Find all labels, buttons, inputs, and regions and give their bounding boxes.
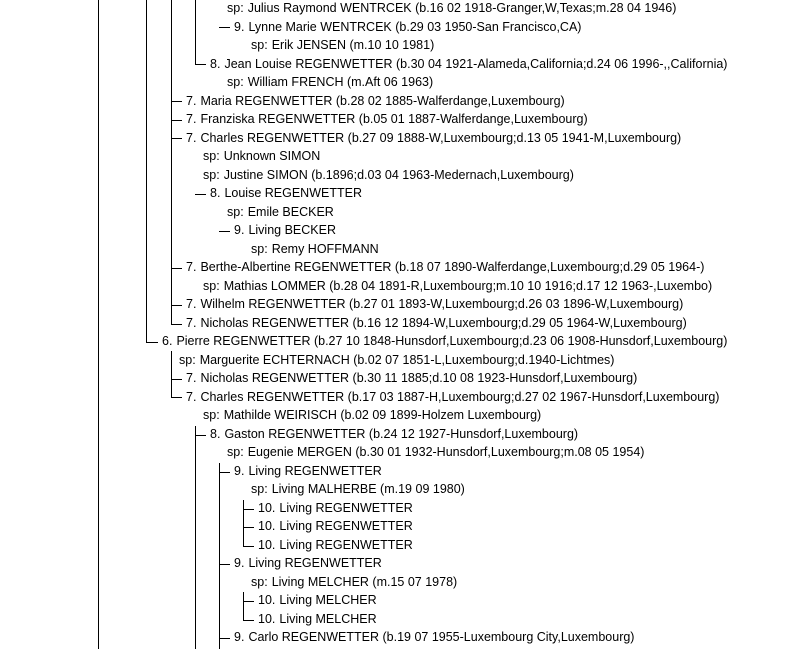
spouse-entry xyxy=(227,1,676,16)
tree-connector-horizontal xyxy=(219,638,230,639)
tree-connector-horizontal xyxy=(171,120,182,121)
descendant-entry xyxy=(186,316,687,331)
entry-text: Living REGENWETTER xyxy=(248,463,382,478)
entry-prefix: 10. xyxy=(258,500,276,515)
entry-prefix: 8. xyxy=(210,186,221,200)
descendant-entry xyxy=(186,112,588,127)
tree-connector-horizontal xyxy=(219,472,230,473)
tree-connector-horizontal xyxy=(243,527,254,528)
descendant-entry xyxy=(258,501,413,516)
entry-prefix: 10. xyxy=(258,611,276,626)
entry-text: Living MALHERBE (m.19 09 1980) xyxy=(271,482,465,496)
entry-text: Nicholas REGENWETTER (b.30 11 1885;d.10 08 1923-Hunsdorf,Luxembourg) xyxy=(200,371,638,385)
entry-prefix: 7. xyxy=(186,130,197,145)
tree-connector-horizontal xyxy=(219,564,230,565)
tree-connector-horizontal xyxy=(219,231,230,232)
entry-text: Living MELCHER (m.15 07 1978) xyxy=(271,574,458,589)
tree-connector-horizontal xyxy=(171,324,182,325)
tree-connector-vertical xyxy=(171,351,172,397)
entry-text: Mathilde WEIRISCH (b.02 09 1899-Holzem Luxembourg) xyxy=(223,408,542,422)
entry-prefix: 7. xyxy=(186,260,197,274)
entry-prefix: sp: xyxy=(251,482,268,496)
entry-text: Mathias LOMMER (b.28 04 1891-R,Luxembourg;m.10 10 1916;d.17 12 1963-,Luxembo) xyxy=(223,278,713,293)
tree-connector-horizontal xyxy=(171,379,182,380)
entry-prefix: 7. xyxy=(186,112,197,126)
entry-prefix: sp: xyxy=(203,408,220,422)
entry-text: Living REGENWETTER xyxy=(279,537,413,552)
entry-text: Wilhelm REGENWETTER (b.27 01 1893-W,Luxembourg;d.26 03 1896-W,Luxembourg) xyxy=(200,297,684,311)
descendant-entry xyxy=(234,464,382,479)
entry-prefix: 9. xyxy=(234,556,245,570)
entry-prefix: 7. xyxy=(186,297,197,311)
entry-prefix: sp: xyxy=(227,1,244,15)
entry-prefix: sp: xyxy=(251,241,268,256)
tree-connector-vertical xyxy=(98,0,99,649)
entry-text: Julius Raymond WENTRCEK (b.16 02 1918-Granger,W,Texas;m.28 04 1946) xyxy=(247,1,677,15)
spouse-entry xyxy=(203,408,541,423)
spouse-entry xyxy=(227,205,334,220)
entry-prefix: sp: xyxy=(203,149,220,163)
entry-text: Living REGENWETTER xyxy=(279,519,413,533)
descendant-entry xyxy=(258,538,413,553)
tree-connector-vertical xyxy=(219,463,220,649)
entry-text: Living BECKER xyxy=(248,223,336,237)
entry-prefix: 9. xyxy=(234,223,245,237)
entry-prefix: sp: xyxy=(227,75,244,89)
descendant-entry xyxy=(234,630,634,645)
entry-prefix: 9. xyxy=(234,630,245,644)
tree-connector-horizontal xyxy=(146,342,158,343)
tree-connector-horizontal xyxy=(243,509,254,510)
entry-text: Eugenie MERGEN (b.30 01 1932-Hunsdorf,Luxembourg;m.08 05 1954) xyxy=(247,445,645,459)
descendant-entry xyxy=(210,427,578,442)
entry-prefix: sp: xyxy=(203,167,220,182)
spouse-entry xyxy=(203,149,320,164)
entry-prefix: 8. xyxy=(210,56,221,71)
entry-text: Lynne Marie WENTRCEK (b.29 03 1950-San Francisco,CA) xyxy=(248,19,582,34)
entry-prefix: 8. xyxy=(210,426,221,441)
descendant-entry xyxy=(234,556,382,571)
entry-prefix: sp: xyxy=(179,352,196,367)
spouse-entry xyxy=(251,38,434,53)
descendant-entry xyxy=(186,390,719,405)
entry-prefix: 7. xyxy=(186,371,197,385)
descendant-entry xyxy=(258,593,377,608)
entry-text: Charles REGENWETTER (b.27 09 1888-W,Luxembourg;d.13 05 1941-M,Luxembourg) xyxy=(200,130,682,145)
spouse-entry xyxy=(251,482,465,497)
entry-text: Remy HOFFMANN xyxy=(271,241,379,256)
descendant-entry xyxy=(186,131,681,146)
spouse-entry xyxy=(179,353,614,368)
tree-connector-vertical xyxy=(195,0,196,64)
tree-connector-horizontal xyxy=(171,101,182,102)
spouse-entry xyxy=(227,75,433,90)
tree-connector-horizontal xyxy=(243,546,254,547)
tree-connector-vertical xyxy=(243,592,244,620)
entry-text: William FRENCH (m.Aft 06 1963) xyxy=(247,75,434,89)
tree-connector-horizontal xyxy=(171,268,182,269)
descendant-entry xyxy=(210,57,727,72)
entry-text: Carlo REGENWETTER (b.19 07 1955-Luxembourg City,Luxembourg) xyxy=(248,630,635,644)
tree-connector-vertical xyxy=(171,0,172,324)
entry-text: Unknown SIMON xyxy=(223,149,321,163)
entry-text: Living MELCHER xyxy=(279,593,377,607)
entry-text: Living REGENWETTER xyxy=(279,500,413,515)
entry-prefix: 6. xyxy=(162,334,173,348)
entry-text: Maria REGENWETTER (b.28 02 1885-Walferdange,Luxembourg) xyxy=(200,93,565,108)
entry-text: Berthe-Albertine REGENWETTER (b.18 07 1890-Walferdange,Luxembourg;d.29 05 1964-) xyxy=(200,260,705,274)
entry-prefix: sp: xyxy=(251,574,268,589)
descendant-entry xyxy=(186,94,565,109)
descendant-entry xyxy=(186,371,637,386)
tree-connector-horizontal xyxy=(195,64,206,65)
descendant-entry xyxy=(162,334,727,349)
entry-text: Justine SIMON (b.1896;d.03 04 1963-Medernach,Luxembourg) xyxy=(223,167,574,182)
tree-connector-horizontal xyxy=(171,138,182,139)
tree-connector-vertical xyxy=(146,0,147,342)
entry-text: Jean Louise REGENWETTER (b.30 04 1921-Alameda,California;d.24 06 1996-,,California) xyxy=(224,56,728,71)
entry-text: Erik JENSEN (m.10 10 1981) xyxy=(271,38,435,52)
entry-prefix: 7. xyxy=(186,315,197,330)
entry-prefix: 7. xyxy=(186,389,197,404)
entry-text: Emile BECKER xyxy=(247,204,334,219)
descendant-entry xyxy=(210,186,362,201)
descendant-entry xyxy=(186,297,683,312)
spouse-entry xyxy=(203,168,574,183)
entry-prefix: sp: xyxy=(227,445,244,459)
entry-prefix: 9. xyxy=(234,19,245,34)
spouse-entry xyxy=(251,575,457,590)
entry-prefix: sp: xyxy=(227,204,244,219)
tree-connector-horizontal xyxy=(195,435,206,436)
tree-connector-horizontal xyxy=(219,27,230,28)
descendant-entry xyxy=(234,223,336,238)
entry-text: Franziska REGENWETTER (b.05 01 1887-Walferdange,Luxembourg) xyxy=(200,112,588,126)
descendant-entry xyxy=(258,519,413,534)
tree-connector-horizontal xyxy=(171,397,182,398)
entry-prefix: sp: xyxy=(203,278,220,293)
descendant-entry xyxy=(234,20,581,35)
entry-text: Living MELCHER xyxy=(279,611,377,626)
entry-text: Pierre REGENWETTER (b.27 10 1848-Hunsdorf,Luxembourg;d.23 06 1908-Hunsdorf,Luxembourg) xyxy=(176,334,728,348)
entry-prefix: 9. xyxy=(234,463,245,478)
descendant-entry xyxy=(258,612,377,627)
entry-text: Louise REGENWETTER xyxy=(224,186,362,200)
tree-connector-horizontal xyxy=(243,601,254,602)
tree-connector-vertical xyxy=(243,500,244,546)
entry-text: Gaston REGENWETTER (b.24 12 1927-Hunsdorf,Luxembourg) xyxy=(224,426,579,441)
entry-text: Charles REGENWETTER (b.17 03 1887-H,Luxembourg;d.27 02 1967-Hunsdorf,Luxembourg) xyxy=(200,389,720,404)
entry-text: Nicholas REGENWETTER (b.16 12 1894-W,Luxembourg;d.29 05 1964-W,Luxembourg) xyxy=(200,315,687,330)
spouse-entry xyxy=(203,279,712,294)
entry-prefix: sp: xyxy=(251,38,268,52)
entry-prefix: 7. xyxy=(186,93,197,108)
entry-prefix: 10. xyxy=(258,519,276,533)
spouse-entry xyxy=(251,242,379,257)
tree-connector-horizontal xyxy=(195,194,206,195)
tree-connector-horizontal xyxy=(171,305,182,306)
entry-prefix: 10. xyxy=(258,537,276,552)
spouse-entry xyxy=(227,445,644,460)
tree-connector-horizontal xyxy=(243,620,254,621)
entry-text: Living REGENWETTER xyxy=(248,556,382,570)
descendant-entry xyxy=(186,260,704,275)
entry-prefix: 10. xyxy=(258,593,276,607)
entry-text: Marguerite ECHTERNACH (b.02 07 1851-L,Luxembourg;d.1940-Lichtmes) xyxy=(199,352,615,367)
tree-connector-vertical xyxy=(195,426,196,649)
